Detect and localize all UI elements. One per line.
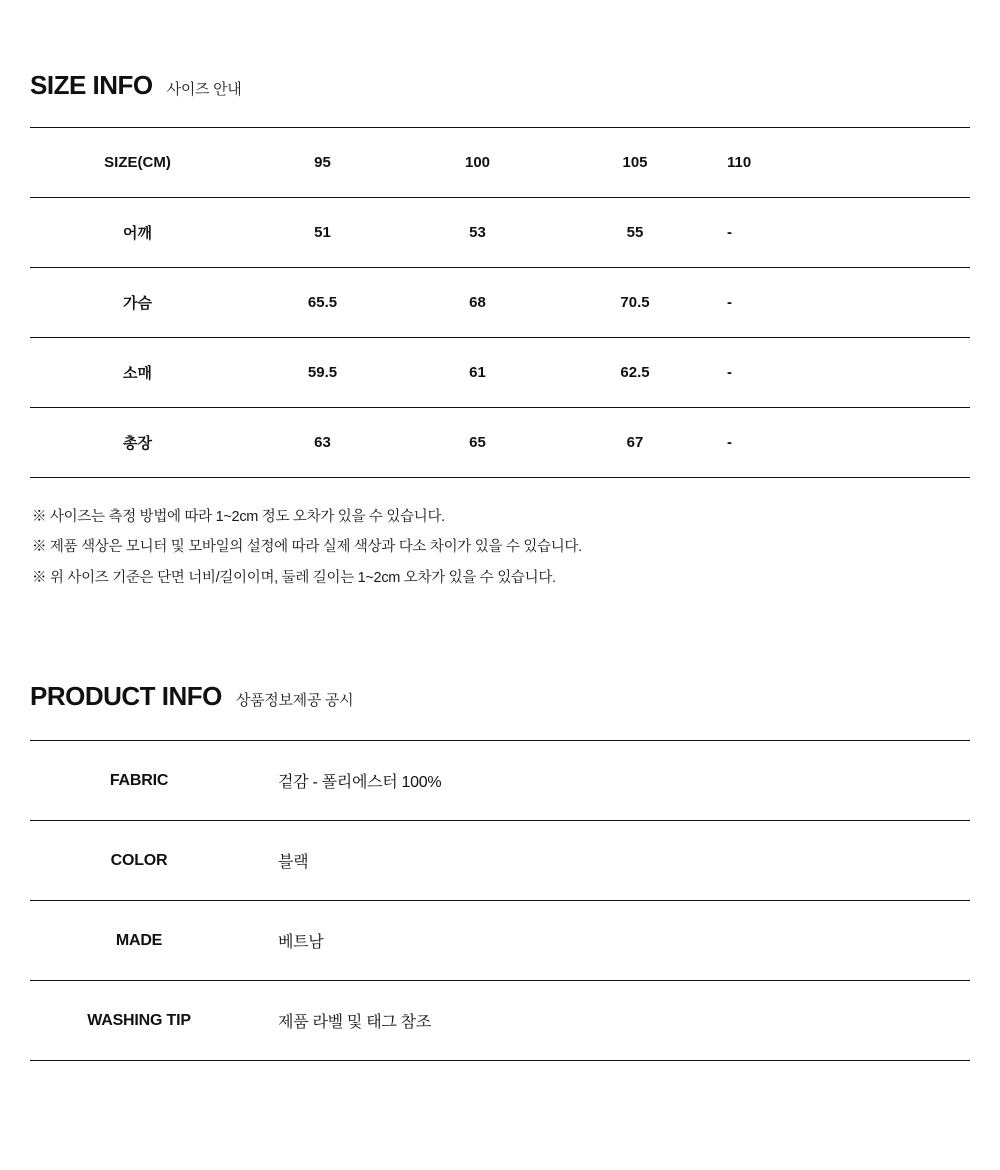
size-cell-0-1: 53 — [400, 198, 555, 268]
product-info-key-2: MADE — [30, 901, 248, 981]
size-cell-0-2: 55 — [555, 198, 715, 268]
product-info-key-1: COLOR — [30, 821, 248, 901]
size-note-2: ※ 위 사이즈 기준은 단면 너비/길이이며, 둘레 길이는 1~2cm 오차가 있을 수 있습니다. — [32, 569, 556, 586]
size-cell-1-1: 68 — [400, 268, 555, 338]
product-info-heading — [30, 681, 970, 712]
product-info-table — [30, 740, 970, 1061]
size-cell-3-1: 65 — [400, 408, 555, 478]
product-info-value-3: 제품 라벨 및 태그 참조 — [248, 981, 970, 1061]
product-info-subtitle: 상품정보제공 공시 — [235, 692, 354, 710]
size-table-header-4: 110 — [715, 128, 970, 198]
table-row — [30, 741, 970, 821]
size-cell-1-2: 70.5 — [555, 268, 715, 338]
size-table — [30, 127, 970, 478]
size-cell-2-1: 61 — [400, 338, 555, 408]
product-info-key-3: WASHING TIP — [30, 981, 248, 1061]
size-cell-2-0: 59.5 — [245, 338, 400, 408]
size-table-header-3: 105 — [555, 128, 715, 198]
size-info-title: SIZE INFO — [30, 70, 153, 100]
size-cell-2-2: 62.5 — [555, 338, 715, 408]
product-detail-page — [0, 70, 1000, 1170]
size-cell-0-3: - — [715, 198, 970, 268]
product-info-value-0: 겉감 - 폴리에스터 100% — [248, 741, 970, 821]
table-row — [30, 821, 970, 901]
product-info-value-1: 블랙 — [248, 821, 970, 901]
size-info-subtitle: 사이즈 안내 — [166, 81, 242, 98]
product-info-value-2: 베트남 — [248, 901, 970, 981]
size-table-header-1: 95 — [245, 128, 400, 198]
table-row — [30, 408, 970, 478]
size-row-label-2: 소매 — [30, 338, 245, 408]
product-info-title: PRODUCT INFO — [30, 681, 222, 712]
product-info-key-0: FABRIC — [30, 741, 248, 821]
size-cell-3-2: 67 — [555, 408, 715, 478]
size-row-label-0: 어깨 — [30, 198, 245, 268]
size-info-heading — [30, 70, 970, 101]
size-table-header-0: SIZE(CM) — [30, 128, 245, 198]
size-cell-3-3: - — [715, 408, 970, 478]
table-row — [30, 901, 970, 981]
table-header-row — [30, 128, 970, 198]
size-notes — [30, 506, 970, 589]
size-cell-2-3: - — [715, 338, 970, 408]
table-row — [30, 198, 970, 268]
table-row — [30, 268, 970, 338]
size-table-header-2: 100 — [400, 128, 555, 198]
size-cell-0-0: 51 — [245, 198, 400, 268]
table-row — [30, 338, 970, 408]
size-row-label-3: 총장 — [30, 408, 245, 478]
size-row-label-1: 가슴 — [30, 268, 245, 338]
size-cell-3-0: 63 — [245, 408, 400, 478]
table-row — [30, 981, 970, 1061]
size-note-1: ※ 제품 색상은 모니터 및 모바일의 설정에 따라 실제 색상과 다소 차이가 있을 수 있습니다. — [32, 539, 582, 556]
size-cell-1-0: 65.5 — [245, 268, 400, 338]
size-cell-1-3: - — [715, 268, 970, 338]
size-note-0: ※ 사이즈는 측정 방법에 따라 1~2cm 정도 오차가 있을 수 있습니다. — [32, 509, 445, 525]
